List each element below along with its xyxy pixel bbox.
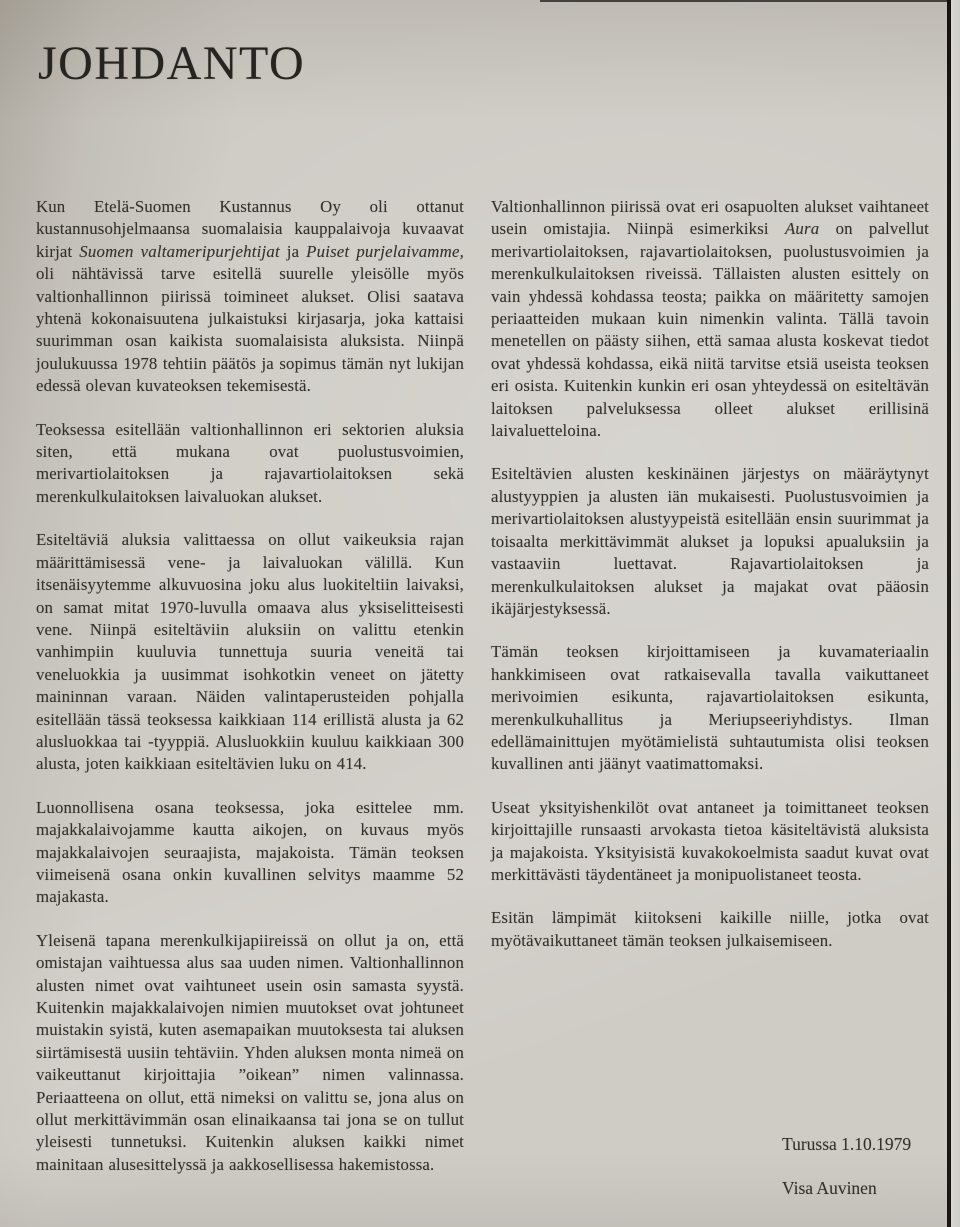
paragraph: Kun Etelä-Suomen Kustannus Oy oli ottanut kustannusohjelmaansa suomalaisia kauppalaivoja kuvaavat kirjat Suomen valtameripurjehtijat ja Puiset purjelaivamme, oli nähtävissä tarve esitellä suurelle yleisölle myös valtionhallinnon piirissä toimineet alukset. Olisi saatava yhtenä kokonaisuutena julkaistuksi kirjasarja, joka kattaisi suurimman osan kaikista suomalaisista aluksista. Niinpä joulukuussa 1978 tehtiin päätös ja sopimus tämän nyt lukijan edessä olevan kuvateoksen tekemisestä. [36, 197, 464, 396]
signature-place-date: Turussa 1.10.1979 [782, 1134, 912, 1154]
signature-block [782, 1134, 911, 1199]
paragraph: Teoksessa esitellään valtionhallinnon eri sektorien aluksia siten, että mukana ovat puolustusvoimien, merivartiolaitoksen ja rajavartiolaitoksen sekä merenkulkulaitoksen laivaluokan alukset. [36, 419, 464, 506]
scan-background-strip [951, 0, 960, 1227]
paragraph: Esiteltävien alusten keskinäinen järjestys on määräytynyt alustyyppien ja alusten iän mukaisesti. Puolustusvoimien ja merivartiolaitoksen alustyypeistä esitellään ensin suurimmat ja toisaalta merkittävimmät alukset ja lopuksi apualuksiin ja vastaaviin luettavat. Rajavartiolaitoksen ja merenkulkulaitoksen alukset ja majakat ovat pääosin ikäjärjestyksessä. [491, 464, 929, 618]
paragraph: Useat yksityishenkilöt ovat antaneet ja toimittaneet teoksen kirjoittajille runsaasti arvokasta tietoa käsiteltävistä aluksista ja majakoista. Yksityisistä kuvakokoelmista saadut kuvat ovat merkittävästi täydentäneet ja monipuolistaneet teosta. [491, 797, 929, 884]
paragraph: Tämän teoksen kirjoittamiseen ja kuvamateriaalin hankkimiseen ovat ratkaisevalla tavalla vaikuttaneet merivoimien esikunta, rajavartiolaitoksen esikunta, merenkulkuhallitus ja Meriupseeriyhdistys. Ilman edellämainittujen myötämielistä suhtautumista olisi teoksen kuvallinen anti jäänyt vaatimattomaksi. [491, 642, 929, 774]
paragraph: Yleisenä tapana merenkulkijapiireissä on ollut ja on, että omistajan vaihtuessa alus saa uuden nimen. Valtionhallinnon alusten nimet ovat vaihtuneet usein osin samasta syystä. Kuitenkin majakkalaivojen nimien muutokset ovat johtuneet muistakin syistä, kuten asemapaikan muutoksesta tai aluksen siirtämisestä uusiin tehtäviin. Yhden aluksen monta nimeä on vaikeuttanut kirjoittajia ”oikean” nimen valinnassa. Periaatteena on ollut, että nimeksi on valittu se, jona alus on ollut merkittävimmän osan elinaikaansa tai jona se on tullut yleisesti tunnetuksi. Kuitenkin aluksen kaikki nimet mainitaan alusesittelyssä ja aakkosellisessa hakemistossa. [36, 930, 464, 1174]
text-columns [36, 196, 929, 1197]
paragraph: Valtionhallinnon piirissä ovat eri osapuolten alukset vaihtaneet usein omistajia. Niinpä esimerkiksi Aura on palvellut merivartiolaitoksen, rajavartiolaitoksen, puolustusvoimien ja merenkulkulaitoksen riveissä. Tällaisten alusten esittely on vain yhdessä kohdassa teosta; paikka on määritetty samojen periaatteiden mukaan kuin nimenkin valinta. Tällä tavoin menetellen on päästy siihen, että samaa alusta koskevat tiedot ovat yhdessä kohdassa, eikä niitä tarvitse etsiä useista teoksen eri osista. Kuitenkin kunkin eri osan yhteydessä on esiteltävän laitoksen palveluksessa olleet alukset erillisinä laivaluetteloina. [491, 197, 929, 441]
paragraph: Esitän lämpimät kiitokseni kaikille niille, jotka ovat myötävaikuttaneet tämän teoksen julkaisemiseen. [491, 908, 929, 950]
page-edge-top-line [540, 0, 947, 2]
left-column [36, 196, 464, 1197]
page-title: JOHDANTO [38, 37, 306, 91]
signature-name: Visa Auvinen [782, 1178, 877, 1198]
right-column [491, 196, 929, 1197]
paragraph: Luonnollisena osana teoksessa, joka esittelee mm. majakkalaivojamme kautta aikojen, on kuvaus myös majakkalaivojen seuraajista, majakoista. Tämän teoksen viimeisenä osana onkin kuvallinen selvitys maamme 52 majakasta. [36, 797, 464, 907]
paragraph: Esiteltäviä aluksia valittaessa on ollut vaikeuksia rajan määrittämisessä vene- ja laivaluokan välillä. Kun itsenäisyytemme alkuvuosina joku alus luokiteltiin laivaksi, on samat mitat 1970-luvulla omaava alus yksiselitteisesti vene. Niinpä esiteltäviin aluksiin on valittu etenkin vanhimpiin kuuluvia tunnettuja suuria veneitä tai veneluokkia ja uusimmat isohkotkin veneet on jätetty maininnan varaan. Näiden valintaperusteiden pohjalla esitellään tässä teoksessa kaikkiaan 114 erillistä alusta ja 62 alusluokkaa tai -tyyppiä. Alusluokkiin kuuluu kaikkiaan 300 alusta, joten kaikkiaan esiteltävien luku on 414. [36, 530, 464, 774]
